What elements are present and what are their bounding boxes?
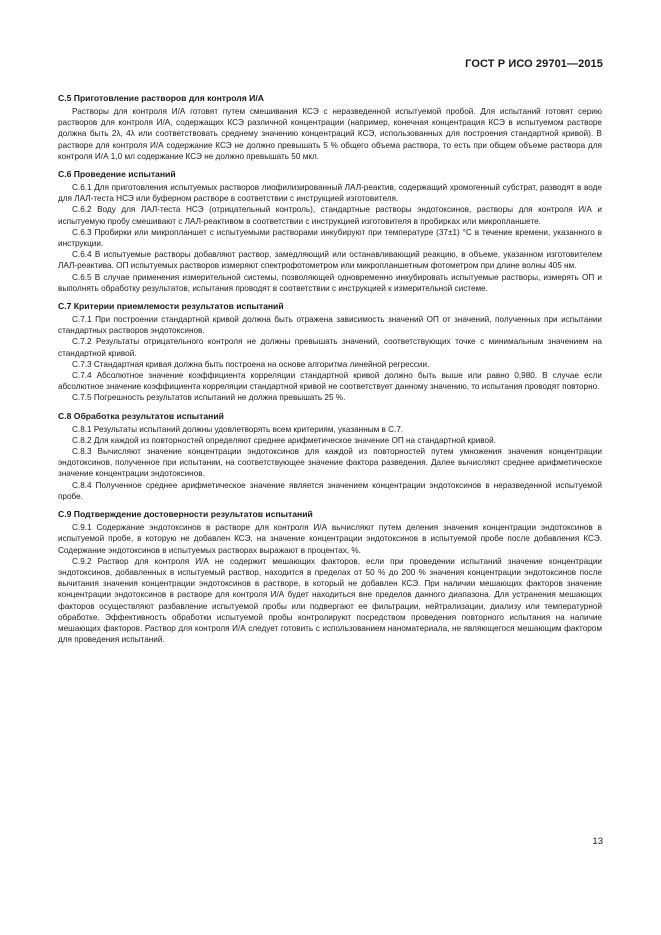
paragraph: С.8.4 Полученное среднее арифметическое значение является значением концентрации эндотоксинов в неразведенной испытуемой пробе. bbox=[58, 480, 602, 501]
paragraph: С.6.5 В случае применения измерительной системы, позволяющей одновременно инкубировать испытуемые растворы, измерять ОП и выполнять обработку результатов, испытания проводят в соответствии с инструкцией к измерительной системе. bbox=[58, 272, 602, 293]
paragraph: С.7.3 Стандартная кривая должна быть построена на основе алгоритма линейной регрессии. bbox=[72, 359, 430, 369]
page-number: 13 bbox=[592, 836, 603, 847]
section-c7 bbox=[58, 300, 602, 404]
paragraph: С.6.4 В испытуемые растворы добавляют раствор, замедляющий или останавливающий реакцию, в объеме, указанном изготовителем ЛАЛ-реактива. ОП испытуемых растворов измеряют спектрофотометром или микропланшетным фотометром при длине волны 405 нм. bbox=[58, 250, 602, 271]
paragraph: С.9.1 Содержание эндотоксинов в растворе для контроля И/А вычисляют путем деления значения концентрации эндотоксинов в испытуемой пробе, в которую не добавлен КСЭ, на значение концентрации эндотоксинов в испытуемой пробе после добавления КСЭ. Содержание эндотоксинов в испытуемых растворах выражают в процентах, %. bbox=[58, 523, 602, 555]
section-heading: С.7 Критерии приемлемости результатов испытаний bbox=[58, 301, 284, 312]
paragraph: С.9.2 Раствор для контроля И/А не содержит мешающих факторов, если при проведении испытаний значение концентрации эндотоксинов, добавленных в испытуемый раствор, находится в пределах от 50 % до 200 % значения концентрации эндотоксинов после вычитания значения концентрации эндотоксинов в растворе, в который не добавлен КСЭ. При наличии мешающих факторов значение концентрации эндотоксинов в растворе для контроля И/А будет находиться вне пределов данного диапазона. Для устранения мешающих факторов осуществляют разбавление испытуемой пробы или подвергают ее фильтрации, нейтрализации, диализу или температурной обработке. Эффективность обработки испытуемой пробы контролируют посредством проведения повторного испытания на наличие мешающих факторов. Раствор для контроля И/А следует готовить с использованием наноматериала, не являющегося мешающим фактором для проведения испытаний. bbox=[58, 556, 602, 645]
paragraph: С.7.5 Погрешность результатов испытаний не должна превышать 25 %. bbox=[72, 393, 346, 403]
paragraph: С.6.3 Пробирки или микропланшет с испытуемыми растворами инкубируют при температуре (37±1) °С в течение времени, указанного в инструкции. bbox=[58, 227, 602, 249]
paragraph: С.6.2 Воду для ЛАЛ-теста НСЭ (отрицательный контроль), стандартные растворы эндотоксинов, растворы для контроля И/А и испытуемую пробу смешивают с ЛАЛ-реактивом в соответствии с инструкцией изготовителя в пробирках или микропланшете. bbox=[58, 205, 602, 226]
paragraph: С.8.1 Результаты испытаний должны удовлетворять всем критериям, указанным в С.7. bbox=[72, 424, 404, 434]
section-heading: С.5 Приготовление растворов для контроля И/А bbox=[58, 93, 264, 103]
section-c5 bbox=[58, 92, 602, 162]
section-heading: С.8 Обработка результатов испытаний bbox=[58, 410, 224, 421]
paragraph: С.8.2 Для каждой из повторностей определяют среднее арифметическое значение ОП на стандартной кривой. bbox=[72, 435, 496, 445]
document-header: ГОСТ Р ИСО 29701—2015 bbox=[465, 58, 603, 70]
section-c8 bbox=[58, 410, 602, 502]
document-body bbox=[58, 92, 602, 645]
paragraph: Растворы для контроля И/А готовят путем смешивания КСЭ с неразведенной испытуемой пробой. Для испытаний готовят серию растворов для контроля И/А, содержащих КСЭ различной концентрации (например, конечная концентрация КСЭ в испытуемом растворе должна быть 2λ, 4λ или соответствовать среднему значению концентраций КСЭ, использованных для построения стандартной кривой). В растворе для контроля И/А содержание КСЭ не должно превышать 5 % общего объема раствора, то есть при общем объеме раствора для контроля И/А 1,0 мл содержание КСЭ не должно превышать 50 мкл. bbox=[58, 107, 602, 161]
section-heading: С.9 Подтверждение достоверности результатов испытаний bbox=[58, 509, 313, 520]
paragraph: С.7.4 Абсолютное значение коэффициента корреляции стандартной кривой должно быть выше или равно 0,980. В случае если абсолютное значение коэффициента корреляции стандартной кривой не соответствует данному значению, то испытания проводят повторно. bbox=[58, 371, 602, 392]
section-heading: С.6 Проведение испытаний bbox=[58, 169, 176, 180]
paragraph: С.8.3 Вычисляют значение концентрации эндотоксинов для каждой из повторностей путем умножения значения концентрации эндотоксинов, полученное при испытании, на соответствующее значение фактора разведения. Далее вычисляют среднее арифметическое значение концентрации эндотоксинов. bbox=[58, 447, 602, 479]
paragraph: С.6.1 Для приготовления испытуемых растворов лиофилизированный ЛАЛ-реактив, содержащий хромогенный субстрат, разводят в воде для ЛАЛ-теста НСЭ или буферном растворе в соответствии с инструкцией изготовителя. bbox=[58, 183, 602, 204]
paragraph: С.7.2 Результаты отрицательного контроля не должны превышать значений, соответствующих точке с минимальным значением на стандартной кривой. bbox=[58, 337, 602, 358]
section-c6 bbox=[58, 168, 602, 294]
section-c9 bbox=[58, 508, 602, 645]
paragraph: С.7.1 При построении стандартной кривой должна быть отражена зависимость значений ОП от значений, полученных при испытании стандартных растворов эндотоксинов. bbox=[58, 315, 602, 336]
